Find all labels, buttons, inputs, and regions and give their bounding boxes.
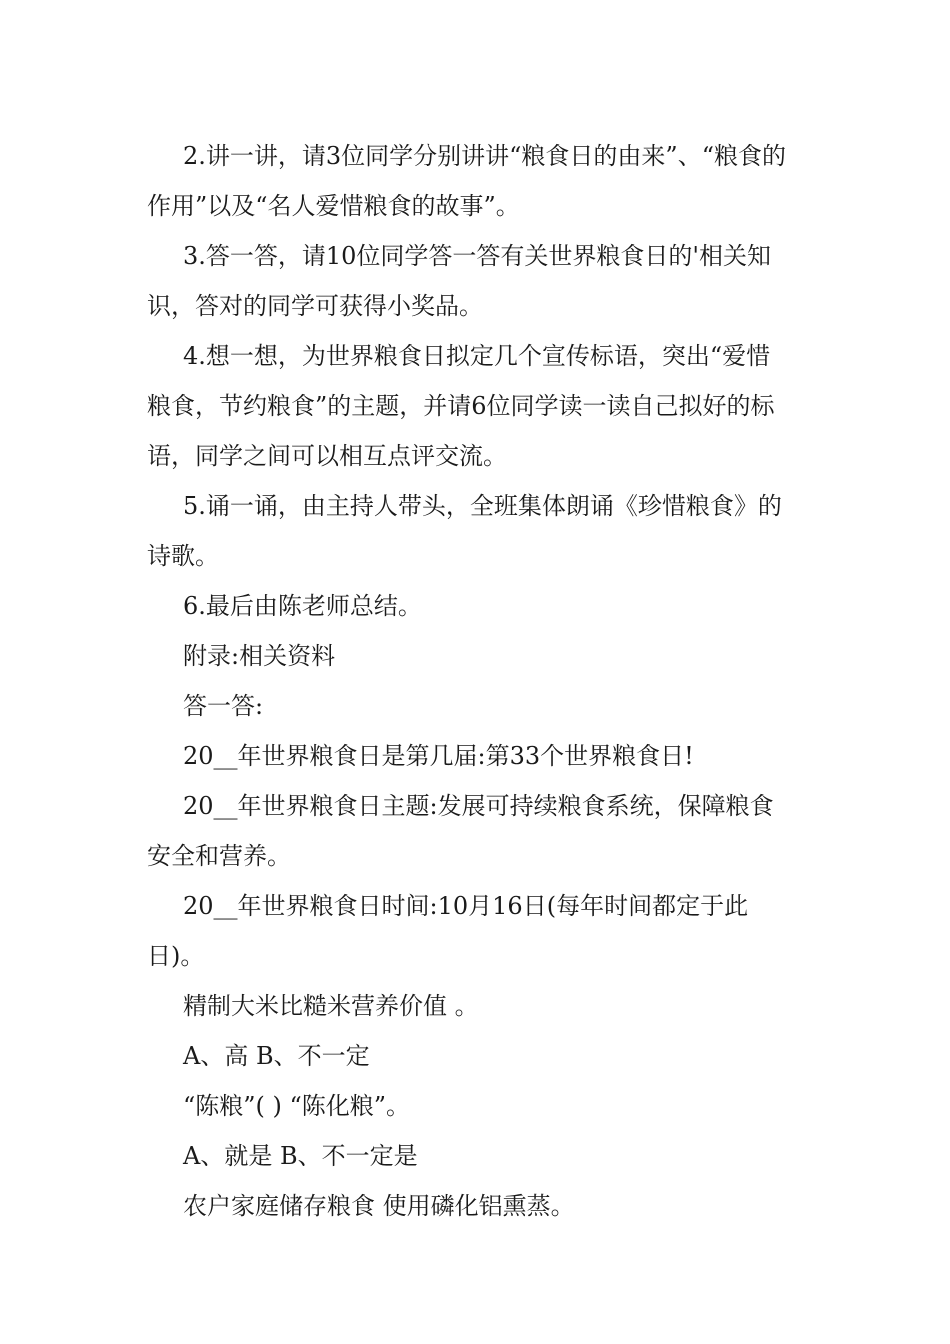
- question-1-options: A、高 B、不一定: [183, 1042, 370, 1070]
- paragraph-item-4: 4.想一想，为世界粮食日拟定几个宣传标语，突出“爱惜粮食，节约粮食”的主题，并请6位同学读一读自己拟好的标语，同学之间可以相互点评交流。: [147, 342, 775, 470]
- question-2-options: A、就是 B、不一定是: [183, 1142, 418, 1170]
- paragraph-item-6: 6.最后由陈老师总结。: [183, 592, 422, 620]
- fact-theme: 20__年世界粮食日主题:发展可持续粮食系统，保障粮食安全和营养。: [147, 792, 774, 870]
- question-2: “陈粮”( ) “陈化粮”。: [183, 1092, 411, 1120]
- paragraph-item-2: 2.讲一讲，请3位同学分别讲讲“粮食日的由来”、“粮食的作用”以及“名人爱惜粮食的故事”。: [147, 142, 786, 220]
- paragraph-item-5: 5.诵一诵，由主持人带头，全班集体朗诵《珍惜粮食》的诗歌。: [147, 492, 782, 570]
- question-3: 农户家庭储存粮食 使用磷化铝熏蒸。: [183, 1192, 575, 1220]
- appendix-heading: 附录:相关资料: [183, 642, 336, 670]
- fact-edition: 20__年世界粮食日是第几届:第33个世界粮食日!: [183, 742, 694, 770]
- fact-date: 20__年世界粮食日时间:10月16日(每年时间都定于此日)。: [147, 892, 749, 970]
- question-1: 精制大米比糙米营养价值 。: [183, 992, 479, 1020]
- document-body: [147, 131, 787, 1231]
- paragraph-item-3: 3.答一答，请10位同学答一答有关世界粮食日的'相关知识，答对的同学可获得小奖品。: [147, 242, 772, 320]
- quiz-heading: 答一答:: [183, 692, 264, 720]
